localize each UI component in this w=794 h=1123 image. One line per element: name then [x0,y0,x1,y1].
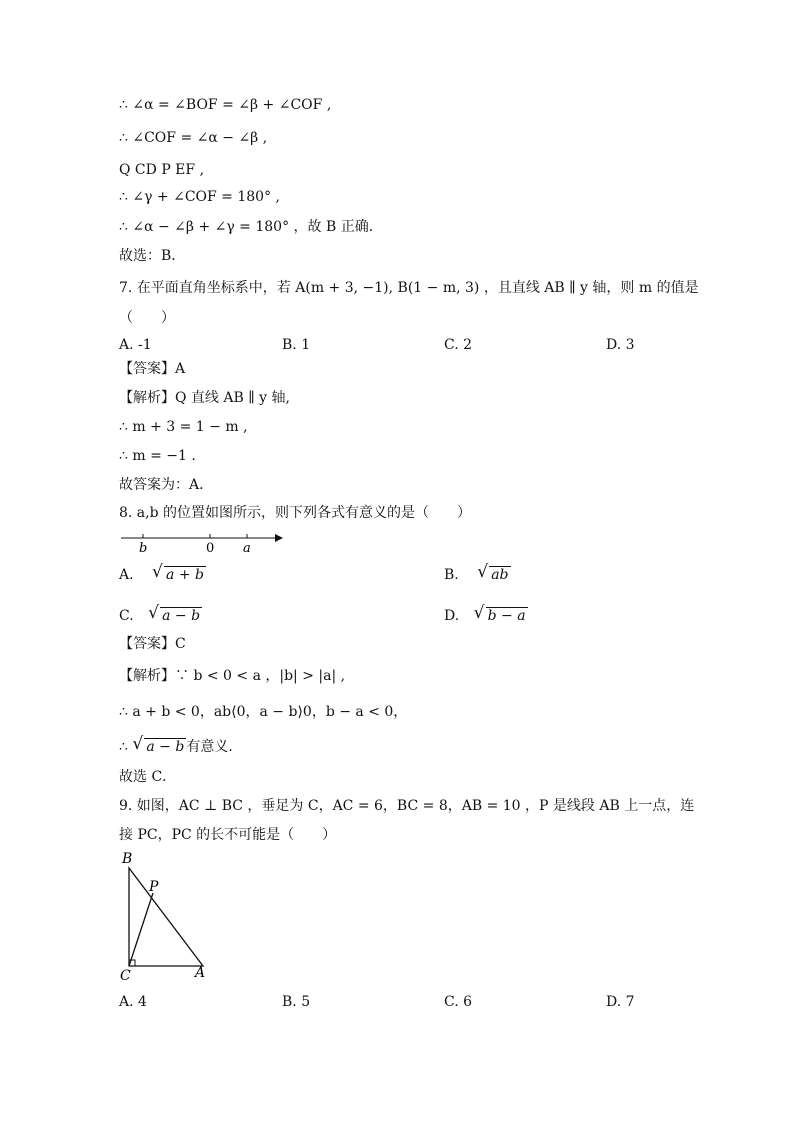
label-a: a [243,541,251,556]
prev-solution-line-3: Q CD P EF , [119,162,205,178]
q9-option-b: B. 5 [282,994,311,1010]
prev-solution-line-2: ∴ ∠COF = ∠α − ∠β , [119,130,268,146]
q8-analysis-3-post: 有意义． [186,739,243,755]
q9-option-d: D. 7 [606,994,635,1010]
q9-option-a: A. 4 [119,994,147,1010]
q9-option-c: C. 6 [444,994,473,1010]
q8-analysis-1: 【解析】∵ b < 0 < a ，|b| > |a| , [119,668,346,684]
q8-analysis-3-pre: ∴ [119,739,128,755]
q7-stem: 7. 在平面直角坐标系中，若 A(m + 3, −1), B(1 − m, 3) ，且直线 AB ∥ y 轴，则 m 的值是 [119,280,699,296]
q7-option-b: B. 1 [282,337,311,353]
q8-option-a-expr: a + b [166,567,204,583]
q7-stem-cont: （ ） [119,310,175,326]
label-0: 0 [206,541,215,556]
sqrt-a-minus-b: √ a − b [148,603,201,624]
q9-triangle-figure [115,848,215,983]
q8-option-b-expr: ab [491,567,509,583]
q9-stem: 9. 如图，AC ⊥ BC ，垂足为 C，AC = 6，BC = 8，AB = 10 ，P 是线段 AB 上一点，连 [119,798,695,814]
q8-conclusion: 故选 C． [119,769,177,785]
sqrt-ab: √ ab [477,562,509,583]
sqrt-a-plus-b: √ a + b [152,562,204,583]
q8-stem: 8. a,b 的位置如图所示，则下列各式有意义的是（ ） [119,505,472,521]
q8-option-a [119,562,206,584]
point-label-a: A [195,965,206,981]
prev-solution-line-6: 故选：B． [119,248,186,264]
q7-option-d: D. 3 [606,337,635,353]
triangle-abc [129,868,203,966]
q8-option-d-label: D. [444,608,460,624]
segment-pc [129,893,153,966]
q7-analysis-2: ∴ m + 3 = 1 − m , [119,419,248,435]
q8-analysis-3-expr: a − b [146,739,185,755]
q8-answer: 【答案】C [119,636,186,652]
q7-conclusion: 故答案为：A． [119,477,214,493]
q8-option-c-label: C. [119,608,134,624]
q9-stem-cont: 接 PC，PC 的长不可能是（ ） [119,827,337,843]
prev-solution-line-4: ∴ ∠γ + ∠COF = 180° , [119,189,280,205]
point-label-b: B [122,851,133,867]
point-label-c: C [120,968,131,983]
q8-option-b [444,562,511,584]
sqrt-b-minus-a: √ b − a [473,603,526,624]
label-b: b [139,541,148,556]
point-label-p: P [149,879,159,895]
q8-option-d-expr: b − a [487,608,526,624]
number-line-arrow-icon [275,534,283,542]
prev-solution-line-1: ∴ ∠α = ∠BOF = ∠β + ∠COF , [119,97,332,113]
q7-option-a: A. -1 [119,337,152,353]
q8-option-c [119,603,202,625]
q8-analysis-2: ∴ a + b < 0，ab⟨0，a − b⟩0，b − a < 0， [119,704,408,720]
q8-analysis-3 [119,734,243,756]
q8-number-line [115,528,285,558]
q8-option-c-expr: a − b [162,608,201,624]
q8-option-b-label: B. [444,567,459,583]
q7-analysis-1: 【解析】Q 直线 AB ∥ y 轴, [119,390,290,406]
q8-option-a-label: A. [119,567,134,583]
q7-answer: 【答案】A [119,361,186,377]
sqrt-a-minus-b-analysis: √ a − b [132,734,185,755]
q8-option-d [444,603,528,625]
q7-analysis-3: ∴ m = −1 . [119,448,196,464]
prev-solution-line-5: ∴ ∠α − ∠β + ∠γ = 180° ，故 B 正确． [119,219,383,235]
q7-option-c: C. 2 [444,337,473,353]
